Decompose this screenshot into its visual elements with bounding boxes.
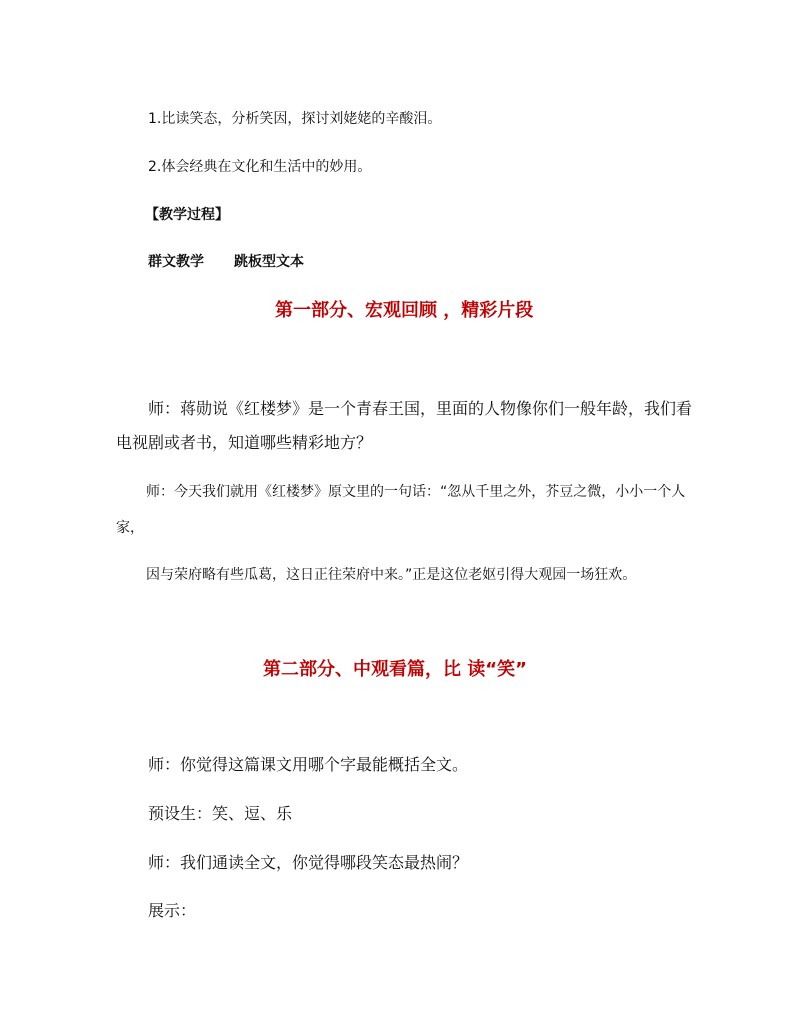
part2-title: 第二部分、中观看篇，比 读“笑”	[263, 659, 527, 680]
part1-paragraph3-line1: 因与荣府略有些瓜葛，这日正往荣府中来。”正是这位老妪引得大观园一场狂欢。	[146, 567, 637, 583]
objective-item-1: 1.比读笑态，分析笑因，探讨刘姥姥的辛酸泪。	[148, 111, 442, 127]
part2-paragraph3: 师：我们通读全文，你觉得哪段笑态最热闹？	[148, 853, 469, 872]
method-group-teaching: 群文教学	[148, 254, 204, 270]
part1-title: 第一部分、宏观回顾 ，精彩片段	[275, 300, 534, 321]
part2-paragraph4: 展示：	[148, 901, 197, 920]
process-heading: 【教学过程】	[145, 207, 229, 223]
part1-paragraph1-line2: 电视剧或者书，知道哪些精彩地方？	[116, 433, 373, 452]
part1-paragraph1-line1: 师：蒋勋说《红楼梦》是一个青春王国，里面的人物像你们一般年龄，我们看	[148, 399, 693, 418]
part1-paragraph2-line2: 家，	[116, 520, 144, 536]
part1-paragraph2-line1: 师：今天我们就用《红楼梦》原文里的一句话：“忽从千里之外，芥豆之微，小小一个人	[146, 484, 686, 500]
objective-item-2: 2.体会经典在文化和生活中的妙用。	[148, 159, 372, 175]
teaching-methods	[148, 251, 304, 271]
method-springboard-text: 跳板型文本	[234, 254, 304, 270]
part2-paragraph1: 师：你觉得这篇课文用哪个字最能概括全文。	[148, 755, 469, 774]
part2-paragraph2: 预设生：笑、逗、乐	[148, 804, 293, 823]
